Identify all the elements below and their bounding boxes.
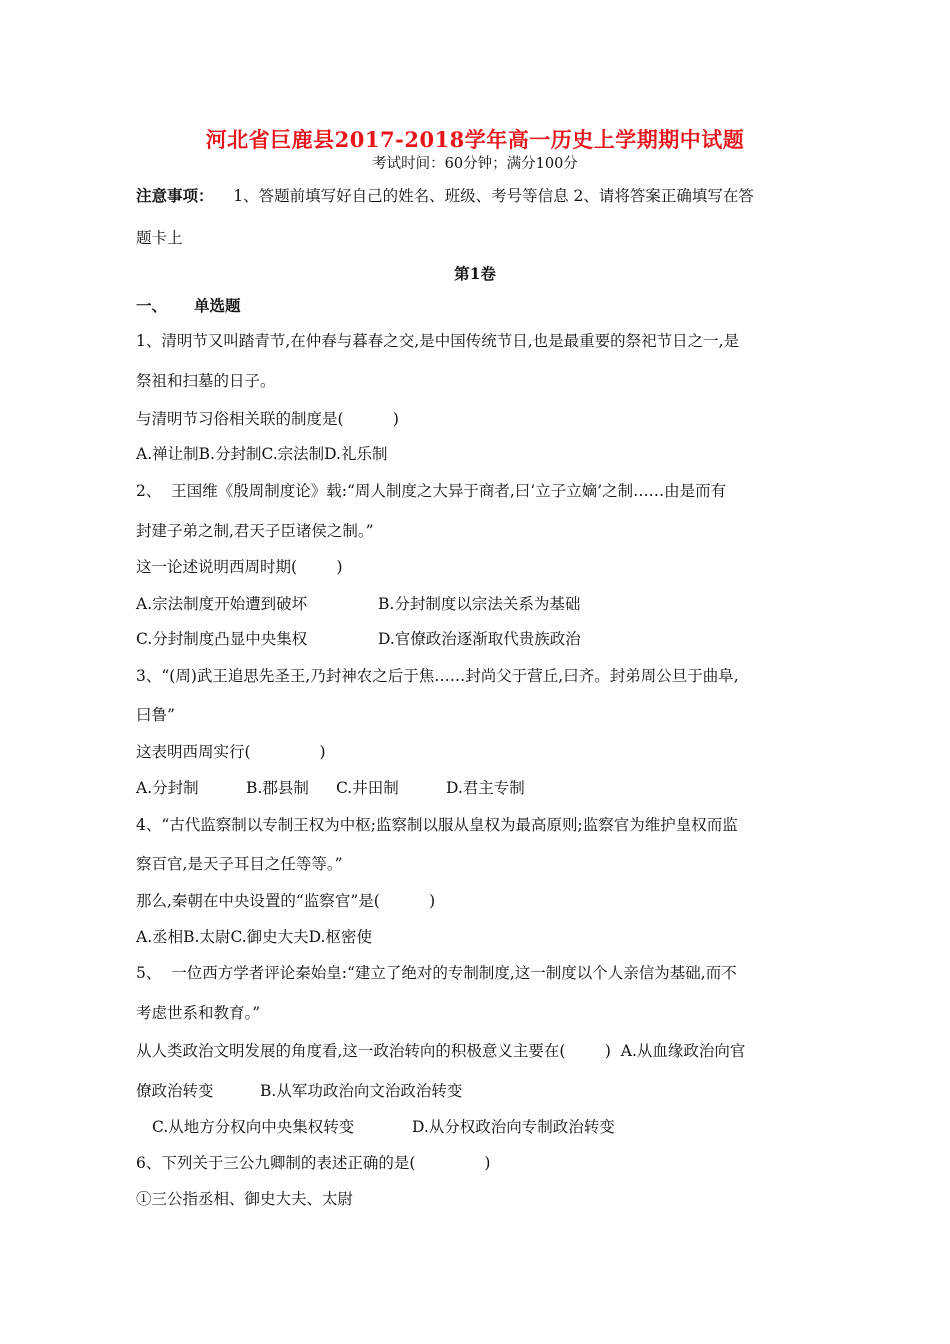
notice-line-2: 题卡上: [136, 229, 183, 247]
q3-option-c: C.井田制: [336, 779, 399, 797]
q1-line-2: 祭祖和扫墓的日子。: [136, 372, 276, 390]
section-heading: [136, 296, 241, 316]
exam-title: 河北省巨鹿县2017-2018学年高一历史上学期期中试题: [205, 127, 745, 152]
notice-line-1: [136, 186, 754, 206]
q2-option-a: A.宗法制度开始遭到破坏: [136, 595, 308, 613]
section-name: 单选题: [194, 296, 241, 315]
q2-option-b: B.分封制度以宗法关系为基础: [378, 595, 581, 613]
q5-option-b: B.从军功政治向文治政治转变: [260, 1082, 463, 1100]
q5-option-d: D.从分权政治向专制政治转变: [412, 1118, 615, 1136]
q5-line-2: 考虑世系和教育。”: [136, 1004, 261, 1022]
q1-line-1: 1、清明节又叫踏青节,在仲春与暮春之交,是中国传统节日,也是最重要的祭祀节日之一,是: [136, 332, 740, 350]
q4-options: A.丞相B.太尉C.御史大夫D.枢密使: [136, 928, 372, 946]
q1-stem: 与清明节习俗相关联的制度是( ): [136, 410, 399, 428]
q3-line-2: 曰鲁”: [136, 706, 175, 724]
q4-line-2: 察百官,是天子耳目之任等等。”: [136, 855, 343, 873]
q5-option-a-cont: 僚政治转变: [136, 1082, 214, 1100]
section-number: 一、: [136, 296, 168, 315]
notice-label: 注意事项：: [136, 186, 214, 205]
q5-line-3: 从人类政治文明发展的角度看,这一政治转向的积极意义主要在( ) A.从血缘政治向官: [136, 1042, 746, 1060]
q2-line-1: 2、 王国维《殷周制度论》载:“周人制度之大异于商者,曰‘立子立嫡’之制……由是而有: [136, 482, 727, 500]
volume-heading: 第1卷: [454, 264, 496, 283]
q2-stem: 这一论述说明西周时期( ): [136, 558, 343, 576]
q3-option-d: D.君主专制: [446, 779, 525, 797]
notice-text-1: 1、答题前填写好自己的姓名、班级、考号等信息 2、请将答案正确填写在答: [233, 187, 754, 205]
q2-option-c: C.分封制度凸显中央集权: [136, 630, 308, 648]
q3-stem: 这表明西周实行( ): [136, 743, 326, 761]
q6-item-1: ①三公指丞相、御史大夫、太尉: [136, 1190, 354, 1208]
q5-option-c: C.从地方分权向中央集权转变: [152, 1118, 355, 1136]
q2-option-d: D.官僚政治逐渐取代贵族政治: [378, 630, 581, 648]
q4-stem: 那么,秦朝在中央设置的“监察官”是( ): [136, 892, 436, 910]
q3-option-b: B.郡县制: [246, 779, 309, 797]
q5-line-1: 5、 一位西方学者评论秦始皇:“建立了绝对的专制制度,这一制度以个人亲信为基础,而不: [136, 964, 737, 982]
q3-option-a: A.分封制: [136, 779, 199, 797]
q4-line-1: 4、“古代监察制以专制王权为中枢;监察制以服从皇权为最高原则;监察官为维护皇权而监: [136, 816, 738, 834]
q3-line-1: 3、“(周)武王追思先圣王,乃封神农之后于焦……封尚父于营丘,曰齐。封弟周公旦于曲阜,: [136, 667, 739, 685]
q2-line-2: 封建子弟之制,君天子臣诸侯之制。”: [136, 522, 374, 540]
q1-options: A.禅让制B.分封制C.宗法制D.礼乐制: [136, 445, 388, 463]
q6-stem: 6、下列关于三公九卿制的表述正确的是( ): [136, 1154, 491, 1172]
exam-subtitle: 考试时间：60分钟；满分100分: [372, 156, 578, 172]
